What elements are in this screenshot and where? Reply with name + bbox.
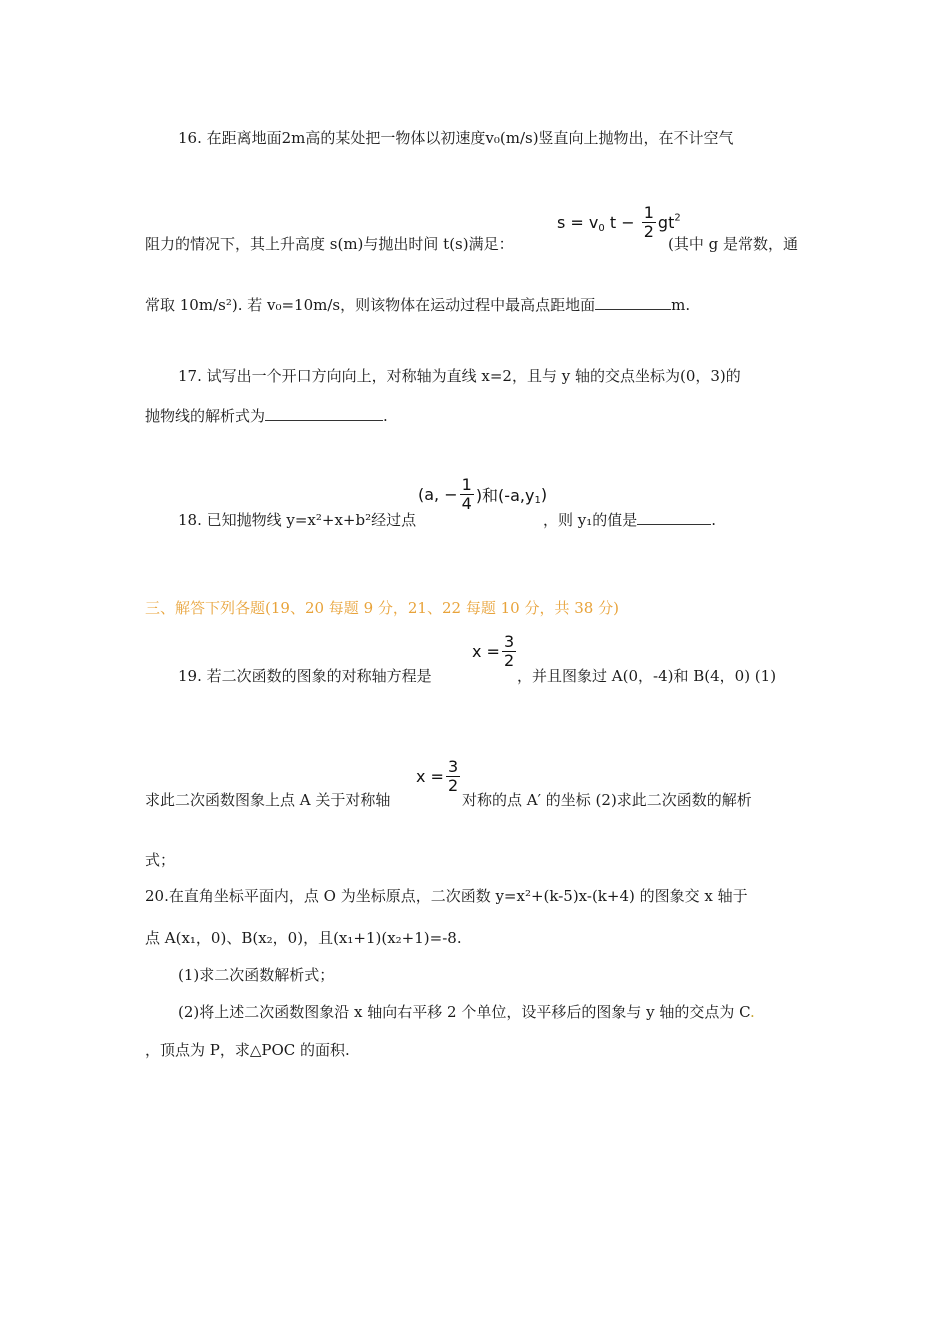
q18-formula-p1: (a, − [418,485,458,504]
q16-line3-pre: 常取 10m/s²). 若 v₀=10m/s，则该物体在运动过程中最高点距地面 [145,296,596,314]
q19-f2-den: 2 [447,776,459,795]
q18-line-post [543,510,716,530]
q17-line1: 17. 试写出一个开口方向向上，对称轴为直线 x=2，且与 y 轴的交点坐标为(0，3)的 [178,367,741,385]
q16-formula-lhs: s = v [557,213,599,232]
q19-formula-1-lhs: x = [472,642,500,661]
q18-line-pre: 18. 已知抛物线 y=x²+x+b²经过点 [178,511,417,529]
q19-line2-post: 对称的点 A′ 的坐标 (2)求此二次函数的解析 [462,791,752,809]
q18-end: . [711,511,717,529]
q19-f1-num: 3 [503,632,515,651]
q16-formula-rhs: gt [657,213,675,232]
q16-line2-post: (其中 g 是常数，通 [668,235,798,253]
q18-formula-fraction [460,477,474,512]
q16-line1: 16. 在距离地面2m高的某处把一物体以初速度v₀(m/s)竖直向上抛物出，在不计空气 [178,129,734,147]
q19-formula-1-fraction [502,634,516,669]
q19-line1-pre: 19. 若二次函数的图象的对称轴方程是 [178,667,432,685]
q16-formula-fraction [642,205,656,240]
q18-formula [418,477,547,512]
q19-formula-1 [472,634,518,669]
q19-formula-2 [416,759,462,794]
q16-answer-blank[interactable] [595,295,671,310]
q16-frac-den: 2 [643,222,654,241]
q18-formula-sub: 1 [534,495,541,507]
q17-line2 [145,406,388,426]
q20-line4 [178,1002,755,1022]
q19-f1-den: 2 [503,651,515,670]
q19-f2-num: 3 [447,757,459,776]
q18-frac-num: 1 [461,475,472,494]
q20-line2: 点 A(x₁，0)、B(x₂，0)，且(x₁+1)(x₂+1)=-8. [145,929,462,947]
q18-post-text: ，则 y₁的值是 [543,511,638,529]
q16-formula-sup: 2 [674,212,681,224]
q16-formula-sub: 0 [598,223,605,235]
q16-line2 [145,234,514,254]
q17-answer-blank[interactable] [265,406,383,421]
q19-formula-2-fraction [446,759,460,794]
q16-line3 [145,295,690,315]
q16-line3-post: m. [671,296,691,314]
section-3-heading: 三、解答下列各题(19、20 每题 9 分，21、22 每题 10 分，共 38 分) [145,599,619,617]
q20-line1: 20.在直角坐标平面内，点 O 为坐标原点，二次函数 y=x²+(k-5)x-(k+4) 的图象交 x 轴于 [145,887,748,905]
q17-line2-pre: 抛物线的解析式为 [145,407,266,425]
q20-line4-text: (2)将上述二次函数图象沿 x 轴向右平移 2 个单位，设平移后的图象与 y 轴的交点为 C [178,1003,751,1021]
q19-line3: 式； [145,851,176,869]
q20-line5: ，顶点为 P，求△POC 的面积. [145,1041,350,1059]
q16-line2-pre: 阻力的情况下，其上升高度 s(m)与抛出时间 t(s)满足： [145,235,514,253]
q18-formula-p2: )和(-a,y [475,486,535,505]
q16-frac-num: 1 [643,203,654,222]
q17-line2-post: . [383,407,388,425]
q16-formula [557,205,681,240]
q19-line1-post: ，并且图象过 A(0，-4)和 B(4，0) (1) [517,667,777,685]
q20-line3: (1)求二次函数解析式； [178,966,335,984]
q18-formula-p3: ) [540,485,548,504]
q18-answer-blank[interactable] [637,510,711,525]
q19-formula-2-lhs: x = [416,767,444,786]
q16-formula-mid: t − [609,213,635,232]
q20-line4-dot: . [750,1003,755,1021]
q19-line2-pre: 求此二次函数图象上点 A 关于对称轴 [145,791,391,809]
q18-frac-den: 4 [461,494,472,513]
